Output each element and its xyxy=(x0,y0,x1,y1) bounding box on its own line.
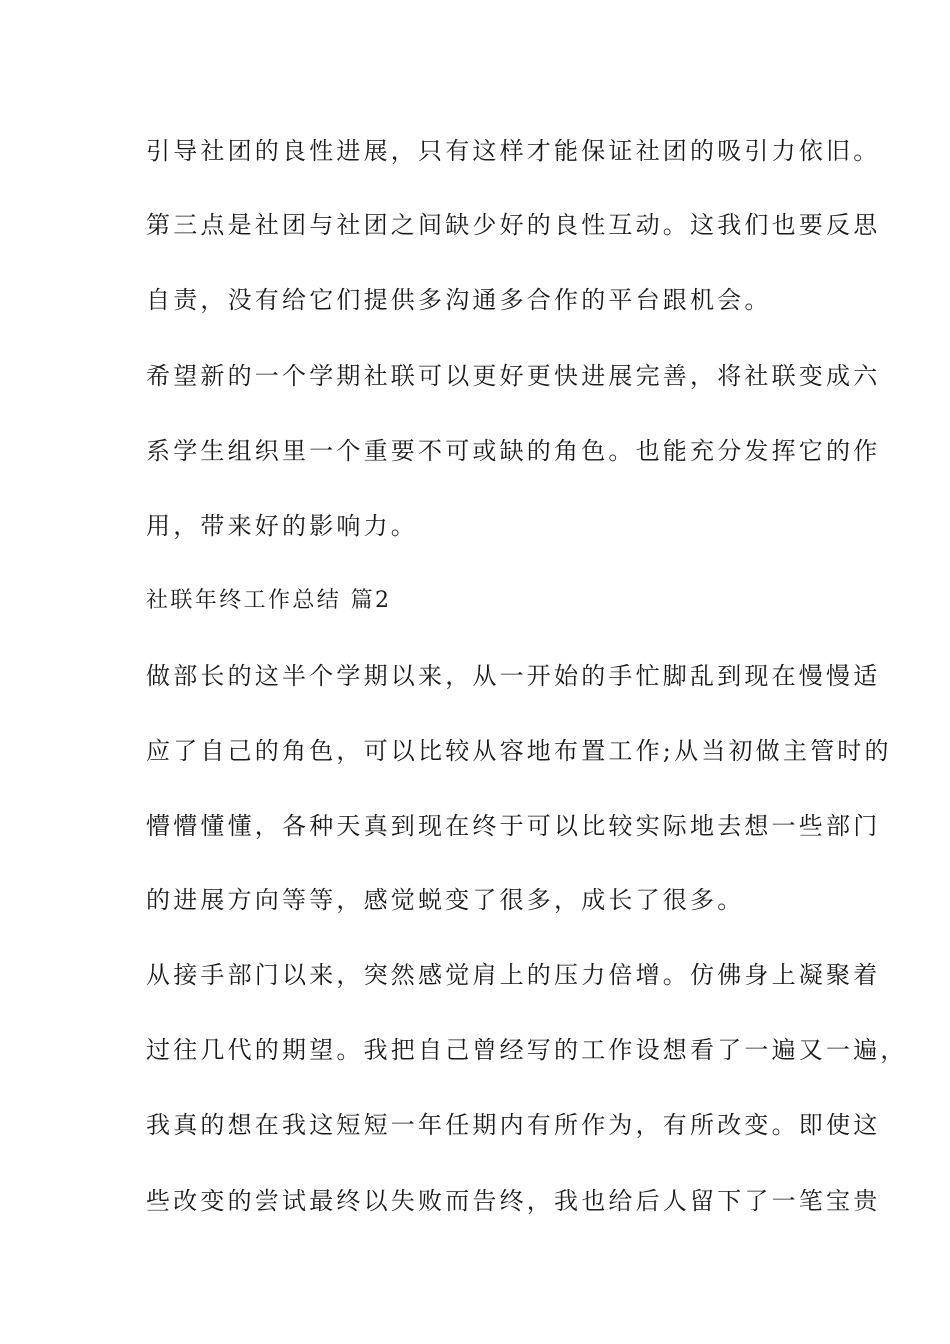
paragraph-line: 第三点是社团与社团之间缺少好的良性互动。这我们也要反思 xyxy=(146,211,881,239)
paragraph-line: 系学生组织里一个重要不可或缺的角色。也能充分发挥它的作 xyxy=(146,437,881,465)
paragraph-line: 希望新的一个学期社联可以更好更快进展完善，将社联变成六 xyxy=(146,362,881,390)
paragraph-line: 用，带来好的影响力。 xyxy=(146,512,418,540)
paragraph-line: 从接手部门以来，突然感觉肩上的压力倍增。仿佛身上凝聚着 xyxy=(146,961,881,989)
paragraph-line: 的进展方向等等，感觉蜕变了很多，成长了很多。 xyxy=(146,886,745,914)
paragraph-line: 过往几代的期望。我把自己曾经写的工作设想看了一遍又一遍， xyxy=(146,1036,908,1064)
paragraph-line: 我真的想在我这短短一年任期内有所作为，有所改变。即使这 xyxy=(146,1111,881,1139)
section-heading: 社联年终工作总结 篇2 xyxy=(146,588,392,613)
paragraph-line: 做部长的这半个学期以来，从一开始的手忙脚乱到现在慢慢适 xyxy=(146,662,881,690)
paragraph-line: 应了自己的角色，可以比较从容地布置工作;从当初做主管时的 xyxy=(146,737,892,765)
paragraph-line: 些改变的尝试最终以失败而告终，我也给后人留下了一笔宝贵 xyxy=(146,1187,881,1215)
paragraph-line: 引导社团的良性进展，只有这样才能保证社团的吸引力依旧。 xyxy=(146,137,881,165)
paragraph-line: 自责，没有给它们提供多沟通多合作的平台跟机会。 xyxy=(146,286,772,314)
paragraph-line: 懵懵懂懂，各种天真到现在终于可以比较实际地去想一些部门 xyxy=(146,812,881,840)
